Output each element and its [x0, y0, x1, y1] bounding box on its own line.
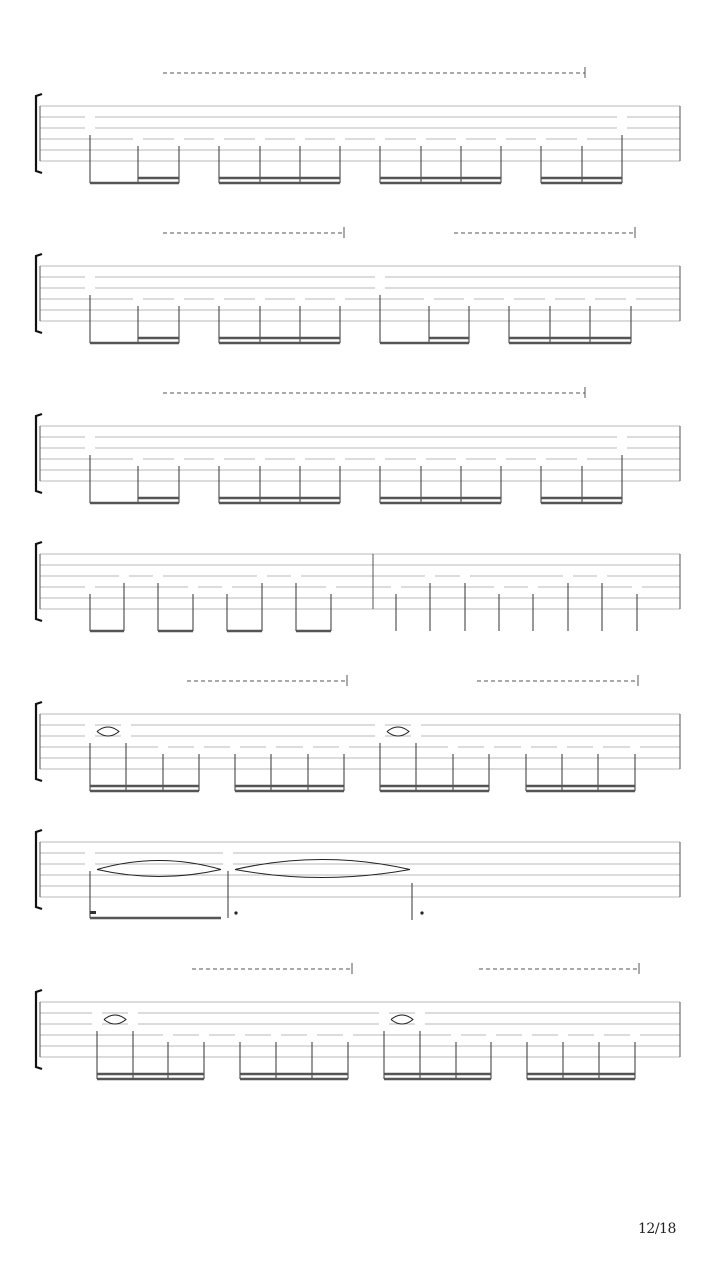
fret-background	[85, 432, 95, 443]
fret-background	[411, 731, 421, 742]
tab-system	[36, 227, 680, 343]
fret-background	[630, 742, 640, 753]
fret-background	[617, 443, 627, 454]
fret-background	[291, 571, 301, 582]
fret-background	[85, 848, 95, 859]
tab-staff	[40, 554, 680, 609]
fret-background	[522, 1030, 532, 1041]
fret-background	[194, 742, 204, 753]
tie-arc	[104, 1015, 126, 1024]
fret-background	[174, 134, 184, 145]
fret-background	[577, 134, 587, 145]
palm-mute-marking	[163, 227, 344, 238]
fret-background	[563, 571, 573, 582]
fret-background	[557, 742, 567, 753]
fret-background	[617, 123, 627, 134]
fret-background	[424, 294, 434, 305]
fret-background	[425, 571, 435, 582]
fret-background	[416, 454, 426, 465]
fret-background	[464, 294, 474, 305]
fret-background	[375, 454, 385, 465]
fret-background	[158, 742, 168, 753]
fret-background	[617, 112, 627, 123]
fret-background	[163, 1030, 173, 1041]
palm-mute-marking	[479, 963, 639, 974]
fret-background	[121, 731, 131, 742]
fret-background	[223, 848, 233, 859]
fret-background	[174, 454, 184, 465]
fret-background	[339, 742, 349, 753]
page-number: 12/18	[638, 1221, 676, 1237]
fret-background	[214, 134, 224, 145]
fret-background	[375, 731, 385, 742]
fret-background	[411, 720, 421, 731]
fret-background	[379, 1019, 389, 1030]
fret-background	[521, 742, 531, 753]
fret-background	[85, 123, 95, 134]
fret-background	[375, 720, 385, 731]
fret-background	[585, 294, 595, 305]
fret-background	[92, 1019, 102, 1030]
fret-background	[375, 134, 385, 145]
palm-mute-marking	[163, 387, 585, 398]
fret-background	[536, 454, 546, 465]
fret-background	[133, 134, 143, 145]
fret-background	[558, 1030, 568, 1041]
fret-background	[326, 582, 336, 593]
fret-background	[257, 571, 267, 582]
palm-mute-marking	[477, 675, 638, 686]
fret-background	[153, 571, 163, 582]
fret-background	[199, 1030, 209, 1041]
tie-arc	[97, 727, 119, 736]
fret-background	[214, 454, 224, 465]
fret-background	[271, 1030, 281, 1041]
tab-system	[36, 67, 680, 183]
fret-background	[85, 731, 95, 742]
fret-background	[577, 454, 587, 465]
fret-background	[617, 432, 627, 443]
fret-background	[174, 294, 184, 305]
fret-background	[375, 272, 385, 283]
palm-mute-marking	[192, 963, 352, 974]
palm-mute-marking	[163, 67, 585, 78]
fret-background	[415, 1019, 425, 1030]
fret-background	[460, 571, 470, 582]
fret-background	[594, 1030, 604, 1041]
fret-background	[415, 1008, 425, 1019]
tie-arc	[387, 727, 409, 736]
fret-background	[295, 294, 305, 305]
fret-background	[494, 582, 504, 593]
fret-background	[119, 571, 129, 582]
fret-background	[85, 582, 95, 593]
fret-background	[307, 1030, 317, 1041]
fret-background	[626, 294, 636, 305]
fret-background	[266, 742, 276, 753]
tie-arc	[97, 861, 221, 877]
fret-background	[230, 742, 240, 753]
fret-background	[486, 1030, 496, 1041]
fret-background	[295, 454, 305, 465]
fret-background	[484, 742, 494, 753]
fret-background	[632, 582, 642, 593]
fret-background	[128, 1019, 138, 1030]
tab-system	[36, 542, 680, 631]
fret-background	[343, 1030, 353, 1041]
tab-system	[36, 387, 680, 503]
tab-system	[36, 675, 680, 791]
tab-system	[36, 830, 680, 920]
fret-background	[222, 582, 232, 593]
fret-background	[85, 272, 95, 283]
fret-background	[85, 859, 95, 870]
fret-background	[335, 454, 345, 465]
fret-background	[214, 294, 224, 305]
fret-background	[255, 294, 265, 305]
dot	[420, 911, 423, 914]
tab-staff	[40, 714, 680, 769]
fret-background	[504, 294, 514, 305]
fret-background	[85, 283, 95, 294]
fret-background	[255, 134, 265, 145]
fret-background	[335, 294, 345, 305]
fret-background	[456, 134, 466, 145]
fret-background	[188, 582, 198, 593]
fret-background	[303, 742, 313, 753]
fret-background	[545, 294, 555, 305]
fret-background	[92, 1008, 102, 1019]
palm-mute-marking	[187, 675, 347, 686]
fret-background	[223, 859, 233, 870]
fret-background	[379, 1008, 389, 1019]
fret-background	[133, 454, 143, 465]
palm-mute-marking	[454, 227, 635, 238]
fret-background	[335, 134, 345, 145]
fret-background	[255, 454, 265, 465]
rest-symbol	[90, 911, 96, 914]
fret-background	[630, 1030, 640, 1041]
fret-background	[85, 443, 95, 454]
tab-system	[36, 963, 680, 1079]
fret-background	[375, 283, 385, 294]
fret-background	[448, 742, 458, 753]
fret-background	[456, 454, 466, 465]
tie-arc	[391, 1015, 413, 1024]
dot	[234, 911, 237, 914]
fret-background	[593, 742, 603, 753]
fret-background	[295, 134, 305, 145]
fret-background	[85, 112, 95, 123]
fret-background	[128, 1008, 138, 1019]
fret-background	[496, 454, 506, 465]
fret-background	[496, 134, 506, 145]
fret-background	[597, 571, 607, 582]
fret-background	[85, 720, 95, 731]
fret-background	[416, 134, 426, 145]
fret-background	[451, 1030, 461, 1041]
fret-background	[133, 294, 143, 305]
fret-background	[235, 1030, 245, 1041]
fret-background	[528, 582, 538, 593]
fret-background	[121, 720, 131, 731]
fret-background	[536, 134, 546, 145]
fret-background	[391, 582, 401, 593]
tab-staff	[40, 842, 680, 897]
